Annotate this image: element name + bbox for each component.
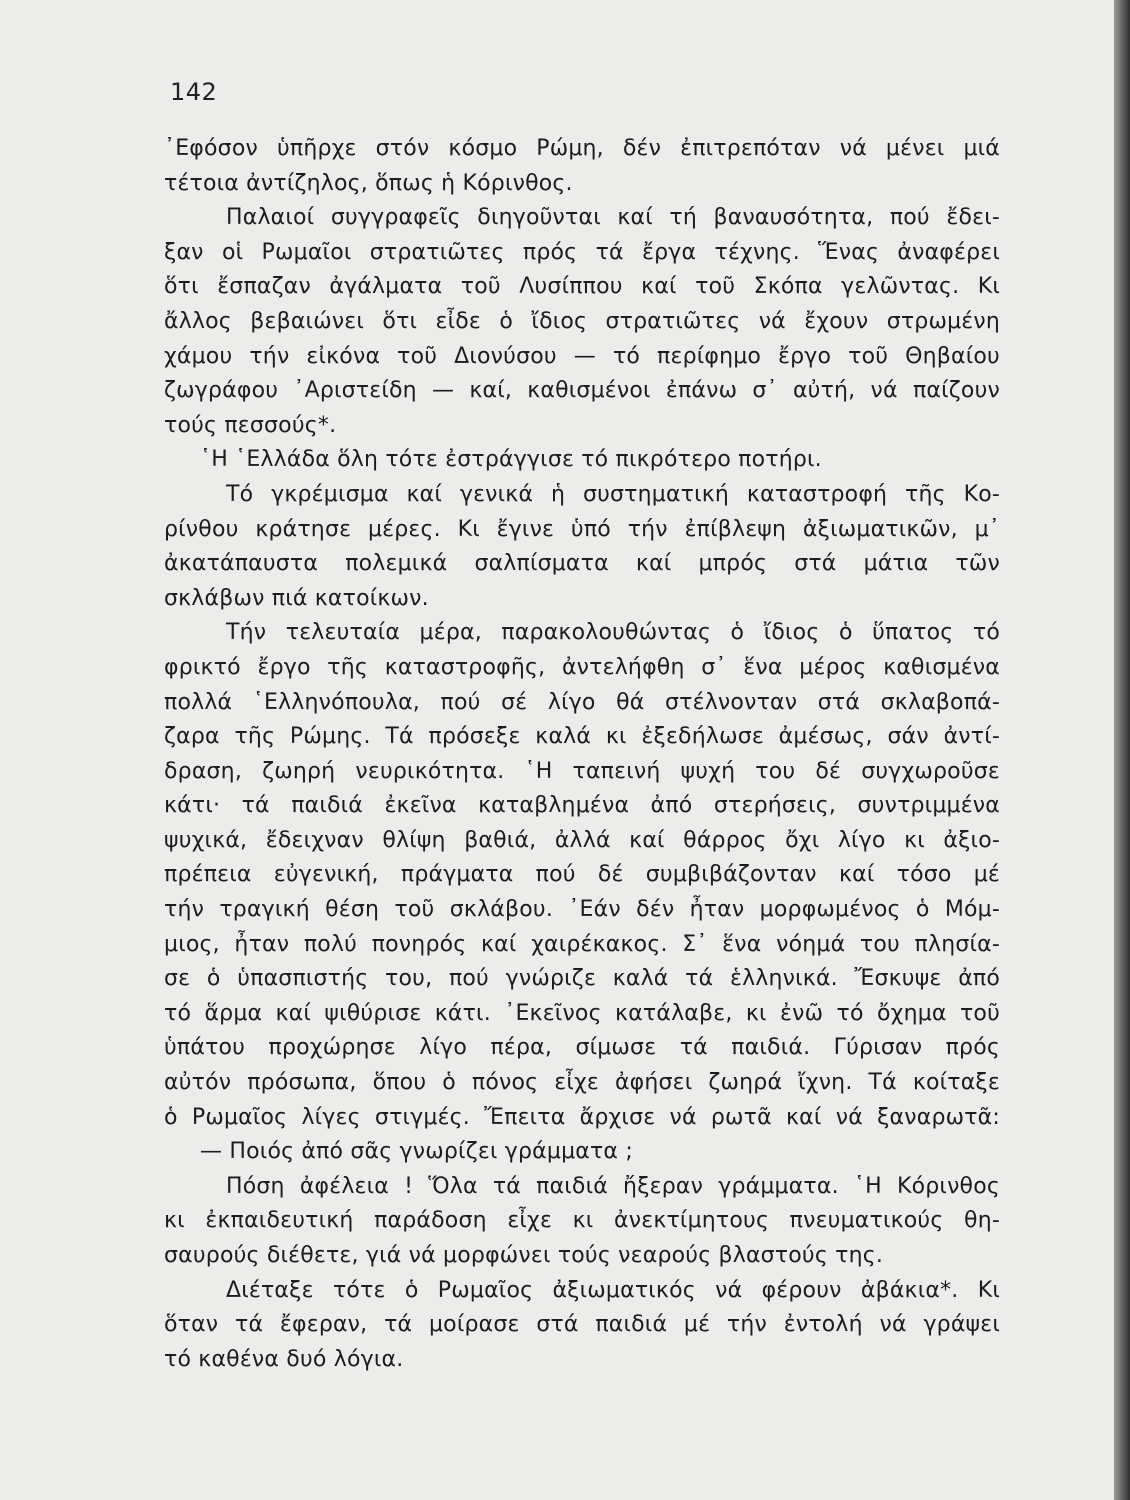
- text-line: σαυρούς διέθετε, γιά νά μορφώνει τούς νεαρούς βλαστούς της.: [164, 1243, 884, 1268]
- text-line: τό καθένα δυό λόγια.: [164, 1346, 404, 1372]
- text-line: σκλάβων πιά κατοίκων.: [164, 585, 429, 611]
- text-line: Πόση ἀφέλεια ! Ὅλα τά παιδιά ἤξεραν γράμματα. ῾Η Κόρινθος: [226, 1173, 1000, 1199]
- text-line: ῾Η ῾Ελλάδα ὅλη τότε ἐστράγγισε τό πικρότερο ποτήρι.: [200, 447, 822, 473]
- text-line: ὅτι ἔσπαζαν ἀγάλματα τοῦ Λυσίππου καί τοῦ Σκόπα γελῶντας. Κι: [164, 274, 1000, 300]
- text-line: τήν τραγική θέση τοῦ σκλάβου. ᾿Εάν δέν ἦταν μορφωμένος ὁ Μόμ-: [164, 897, 1000, 923]
- text-line: — Ποιός ἀπό σᾶς γνωρίζει γράμματα ;: [200, 1139, 633, 1165]
- text-line: ξαν οἱ Ρωμαῖοι στρατιῶτες πρός τά ἔργα τέχνης. Ἕνας ἀναφέρει: [164, 239, 1000, 265]
- text-line: πολλά ῾Ελληνόπουλα, πού σέ λίγο θά στέλνονταν στά σκλαβοπά-: [164, 689, 1000, 715]
- text-line: τέτοια ἀντίζηλος, ὅπως ἡ Κόρινθος.: [164, 170, 573, 196]
- text-line: μιος, ἦταν πολύ πονηρός καί χαιρέκακος. Σ᾿ ἕνα νόημά του πλησία-: [164, 931, 1000, 957]
- text-line: κάτι· τά παιδιά ἐκεῖνα καταβλημένα ἀπό στερήσεις, συντριμμένα: [164, 793, 1000, 819]
- text-line: ὅταν τά ἔφεραν, τά μοίρασε στά παιδιά μέ τήν ἐντολή νά γράψει: [164, 1312, 1000, 1338]
- text-line: ρίνθου κράτησε μέρες. Κι ἔγινε ὑπό τήν ἐπίβλεψη ἀξιωματικῶν, μ᾿: [164, 516, 1000, 542]
- text-line: Τήν τελευταία μέρα, παρακολουθώντας ὁ ἴδιος ὁ ὕπατος τό: [226, 620, 1000, 646]
- text-line: τούς πεσσούς*.: [164, 412, 337, 438]
- text-line: ὁ Ρωμαῖος λίγες στιγμές. Ἔπειτα ἄρχισε νά ρωτᾶ καί νά ξαναρωτᾶ:: [164, 1104, 1000, 1130]
- text-line: Τό γκρέμισμα καί γενικά ἡ συστηματική καταστροφή τῆς Κο-: [226, 481, 1000, 507]
- text-line: χάμου τήν εἰκόνα τοῦ Διονύσου — τό περίφημο ἔργο τοῦ Θηβαίου: [164, 343, 1000, 369]
- page-number: 142: [170, 78, 218, 106]
- text-line: πρέπεια εὐγενική, πράγματα πού δέ συμβιβάζονταν καί τόσο μέ: [164, 862, 1000, 888]
- text-line: Διέταξε τότε ὁ Ρωμαῖος ἀξιωματικός νά φέρουν ἀβάκια*. Κι: [226, 1277, 1000, 1303]
- text-line: ᾿Εφόσον ὑπῆρχε στόν κόσμο Ρώμη, δέν ἐπιτρεπόταν νά μένει μιά: [164, 136, 1000, 161]
- text-line: ζωγράφου ᾿Αριστείδη — καί, καθισμένοι ἐπάνω σ᾿ αὐτή, νά παίζουν: [164, 378, 1000, 404]
- text-line: ζαρα τῆς Ρώμης. Τά πρόσεξε καλά κι ἐξεδήλωσε ἀμέσως, σάν ἀντί-: [164, 724, 1000, 750]
- text-line: φρικτό ἔργο τῆς καταστροφῆς, ἀντελήφθη σ᾿ ἕνα μέρος καθισμένα: [164, 654, 1000, 680]
- text-line: ὑπάτου προχώρησε λίγο πέρα, σίμωσε τά παιδιά. Γύρισαν πρός: [164, 1035, 1000, 1061]
- text-line: ἀκατάπαυστα πολεμικά σαλπίσματα καί μπρός στά μάτια τῶν: [164, 551, 1000, 577]
- text-line: ψυχικά, ἔδειχναν θλίψη βαθιά, ἀλλά καί θάρρος ὄχι λίγο κι ἀξιο-: [164, 827, 1000, 853]
- page-edge-shadow: [1114, 0, 1130, 1500]
- text-line: κι ἐκπαιδευτική παράδοση εἶχε κι ἀνεκτίμητους πνευματικούς θη-: [164, 1208, 1000, 1234]
- body-text: [164, 132, 1000, 1377]
- text-line: σε ὁ ὑπασπιστής του, πού γνώριζε καλά τά ἑλληνικά. Ἔσκυψε ἀπό: [164, 966, 1000, 992]
- text-line: τό ἅρμα καί ψιθύρισε κάτι. ᾿Εκεῖνος κατάλαβε, κι ἐνῶ τό ὄχημα τοῦ: [164, 1000, 1000, 1026]
- text-line: ἄλλος βεβαιώνει ὅτι εἶδε ὁ ἴδιος στρατιῶτες νά ἔχουν στρωμένη: [164, 308, 1000, 334]
- text-line: αὐτόν πρόσωπα, ὅπου ὁ πόνος εἶχε ἀφήσει ζωηρά ἴχνη. Τά κοίταξε: [164, 1070, 1000, 1096]
- text-line: Παλαιοί συγγραφεῖς διηγοῦνται καί τή βαναυσότητα, πού ἔδει-: [226, 205, 1000, 231]
- text-line: δραση, ζωηρή νευρικότητα. ῾Η ταπεινή ψυχή του δέ συγχωροῦσε: [164, 758, 1000, 784]
